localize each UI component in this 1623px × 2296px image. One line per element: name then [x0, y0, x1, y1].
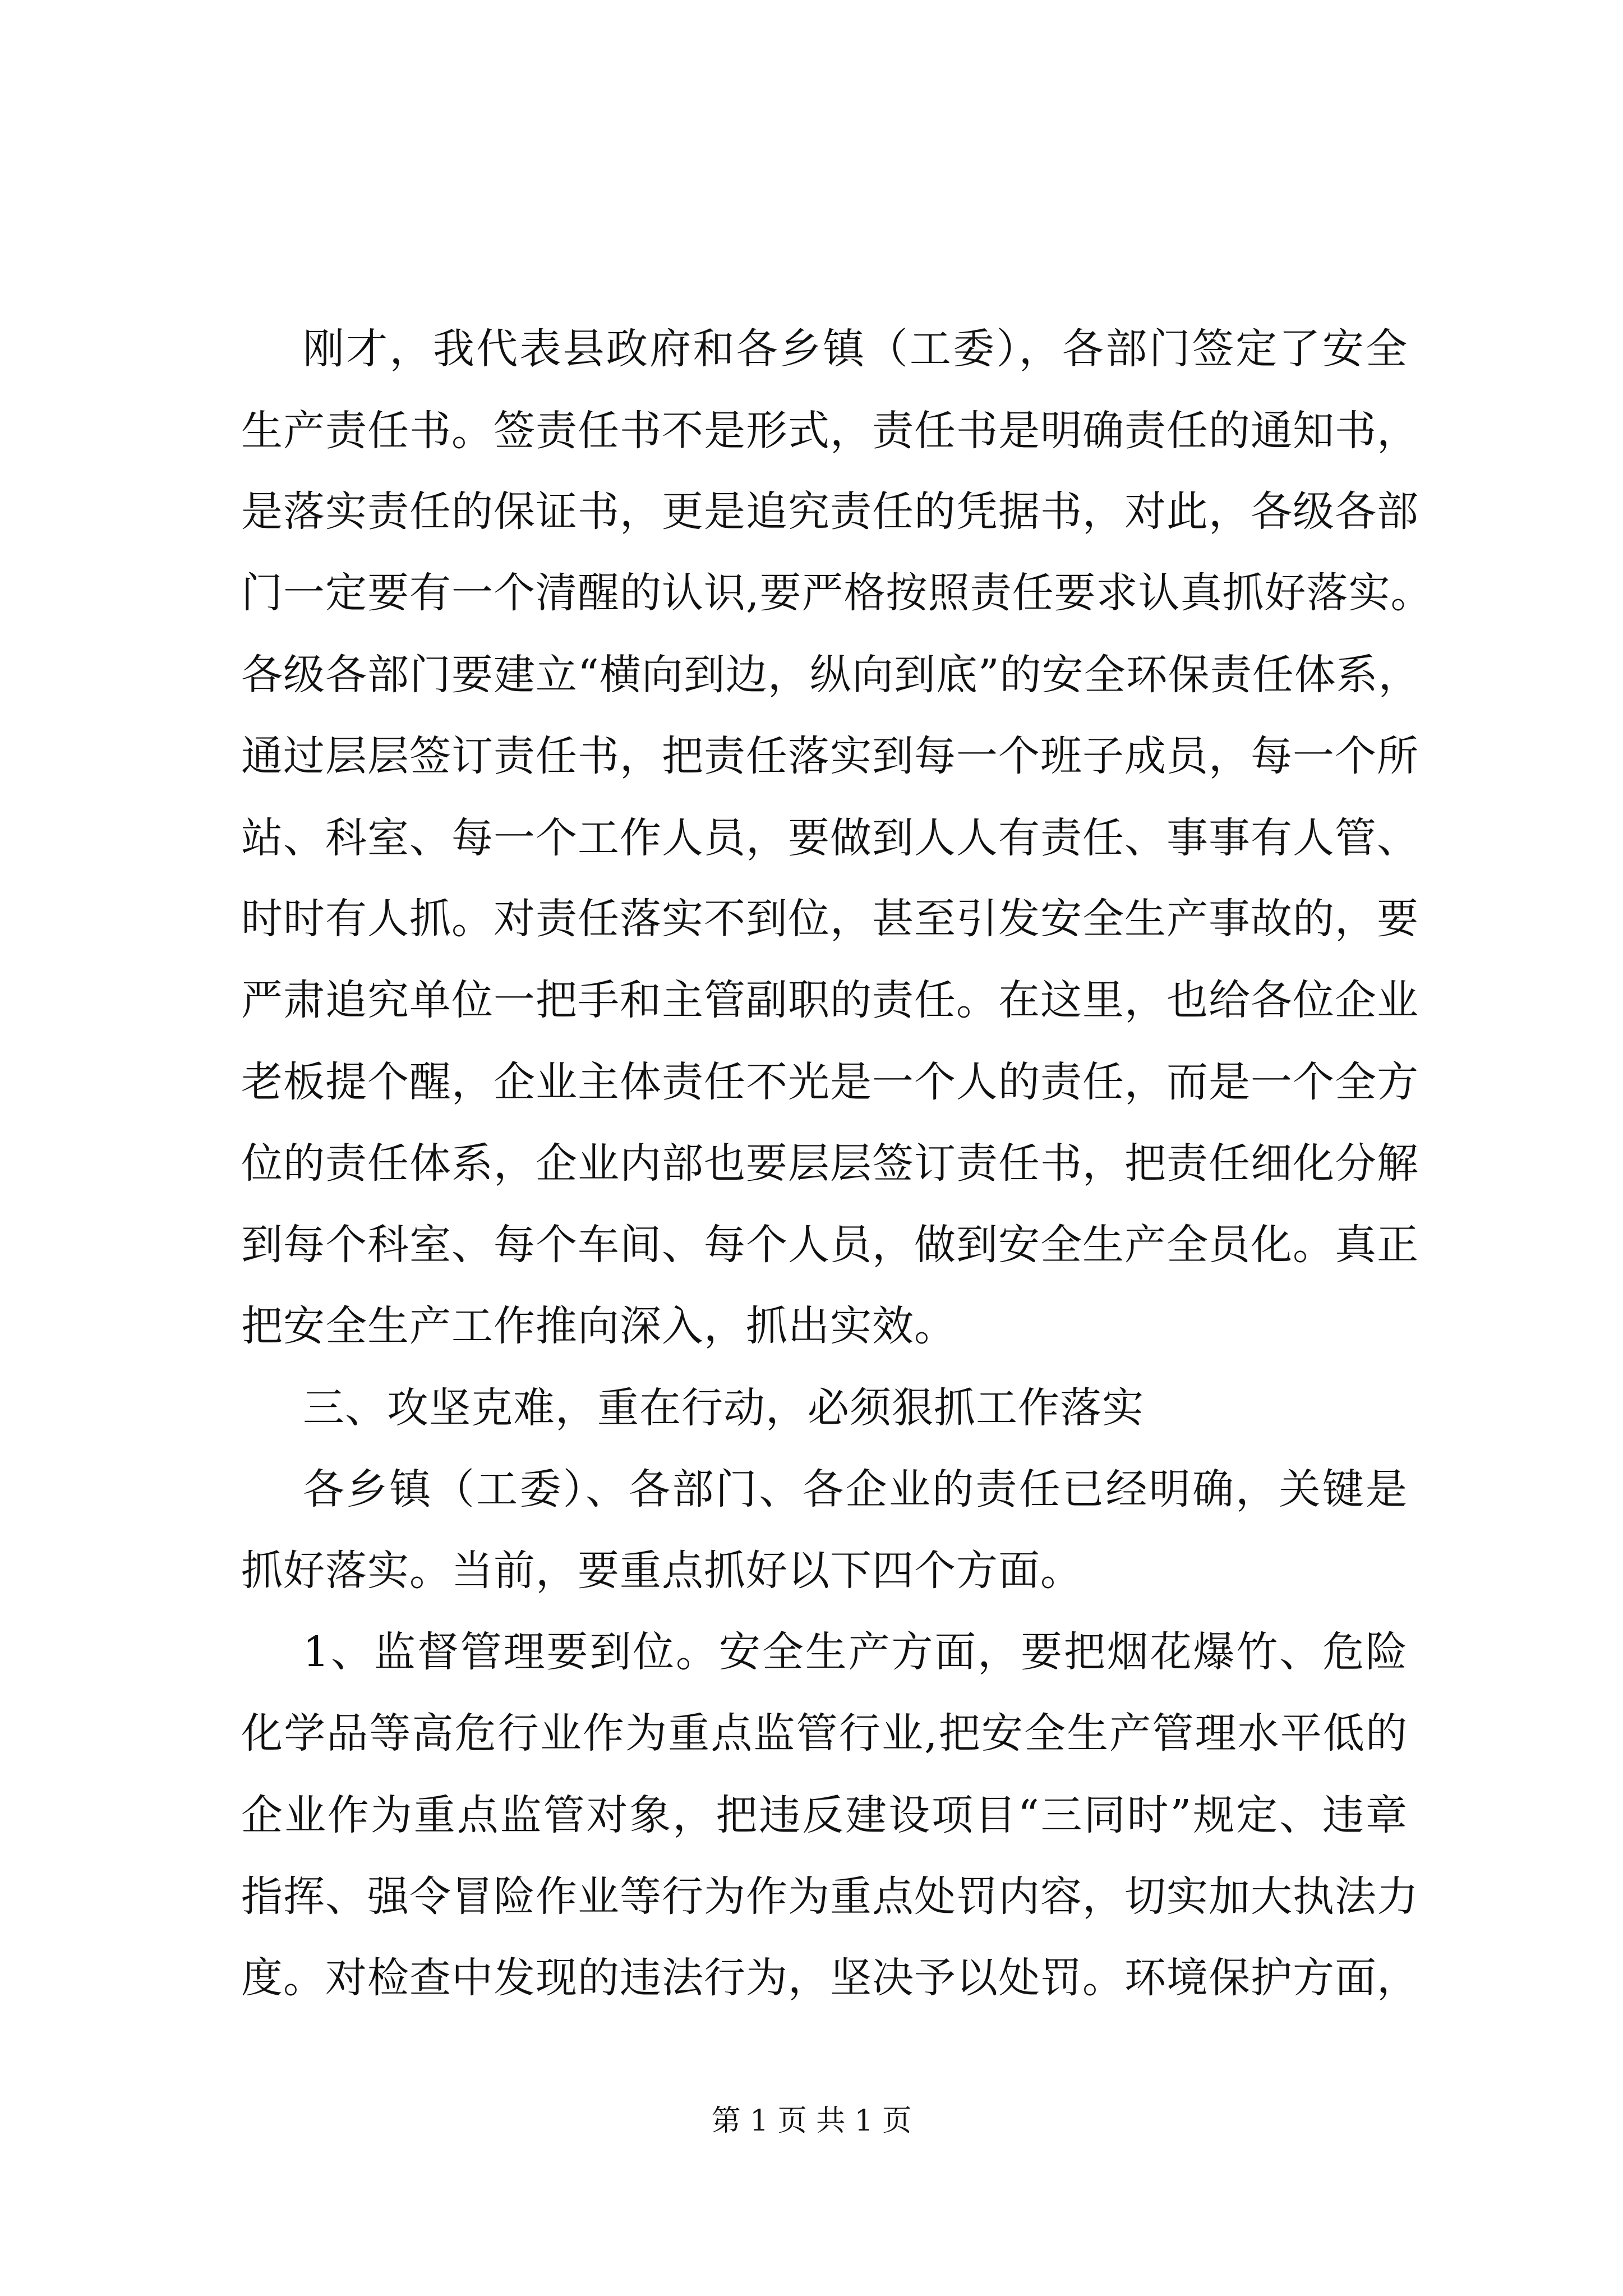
paragraph-line: 1、监督管理要到位。安全生产方面，要把烟花爆竹、危险	[303, 1628, 1408, 1676]
section-heading: 三、攻坚克难，重在行动，必须狠抓工作落实	[303, 1384, 1144, 1432]
paragraph-line: 严肃追究单位一把手和主管副职的责任。在这里，也给各位企业	[241, 976, 1419, 1024]
paragraph-line: 刚才，我代表县政府和各乡镇（工委），各部门签定了安全	[303, 325, 1408, 373]
paragraph-line: 生产责任书。签责任书不是形式，责任书是明确责任的通知书，	[241, 407, 1419, 455]
page-footer: 第 1 页 共 1 页	[711, 2104, 912, 2138]
paragraph-line: 通过层层签订责任书，把责任落实到每一个班子成员，每一个所	[241, 732, 1419, 780]
paragraph-line: 到每个科室、每个车间、每个人员，做到安全生产全员化。真正	[241, 1221, 1419, 1269]
paragraph-line: 门一定要有一个清醒的认识,要严格按照责任要求认真抓好落实。	[241, 569, 1433, 617]
paragraph-line: 把安全生产工作推向深入，抓出实效。	[241, 1302, 956, 1350]
paragraph-line: 站、科室、每一个工作人员，要做到人人有责任、事事有人管、	[241, 814, 1419, 862]
paragraph-line: 时时有人抓。对责任落实不到位，甚至引发安全生产事故的，要	[241, 895, 1419, 943]
paragraph-line: 度。对检查中发现的违法行为，坚决予以处罚。环境保护方面，	[241, 1954, 1419, 2002]
paragraph-line: 是落实责任的保证书，更是追究责任的凭据书，对此，各级各部	[241, 487, 1419, 536]
paragraph-line: 各级各部门要建立“横向到边，纵向到底”的安全环保责任体系，	[241, 651, 1421, 699]
paragraph-line: 各乡镇（工委）、各部门、各企业的责任已经明确，关键是	[303, 1465, 1408, 1513]
paragraph-line: 抓好落实。当前，要重点抓好以下四个方面。	[241, 1547, 1082, 1595]
paragraph-line: 位的责任体系，企业内部也要层层签订责任书，把责任细化分解	[241, 1139, 1419, 1188]
paragraph-line: 指挥、强令冒险作业等行为作为重点处罚内容，切实加大执法力	[241, 1872, 1419, 1921]
paragraph-line: 企业作为重点监管对象，把违反建设项目“三同时”规定、违章	[241, 1791, 1408, 1839]
paragraph-line: 老板提个醒，企业主体责任不光是一个人的责任，而是一个全方	[241, 1058, 1419, 1106]
paragraph-line: 化学品等高危行业作为重点监管行业,把安全生产管理水平低的	[241, 1709, 1408, 1757]
